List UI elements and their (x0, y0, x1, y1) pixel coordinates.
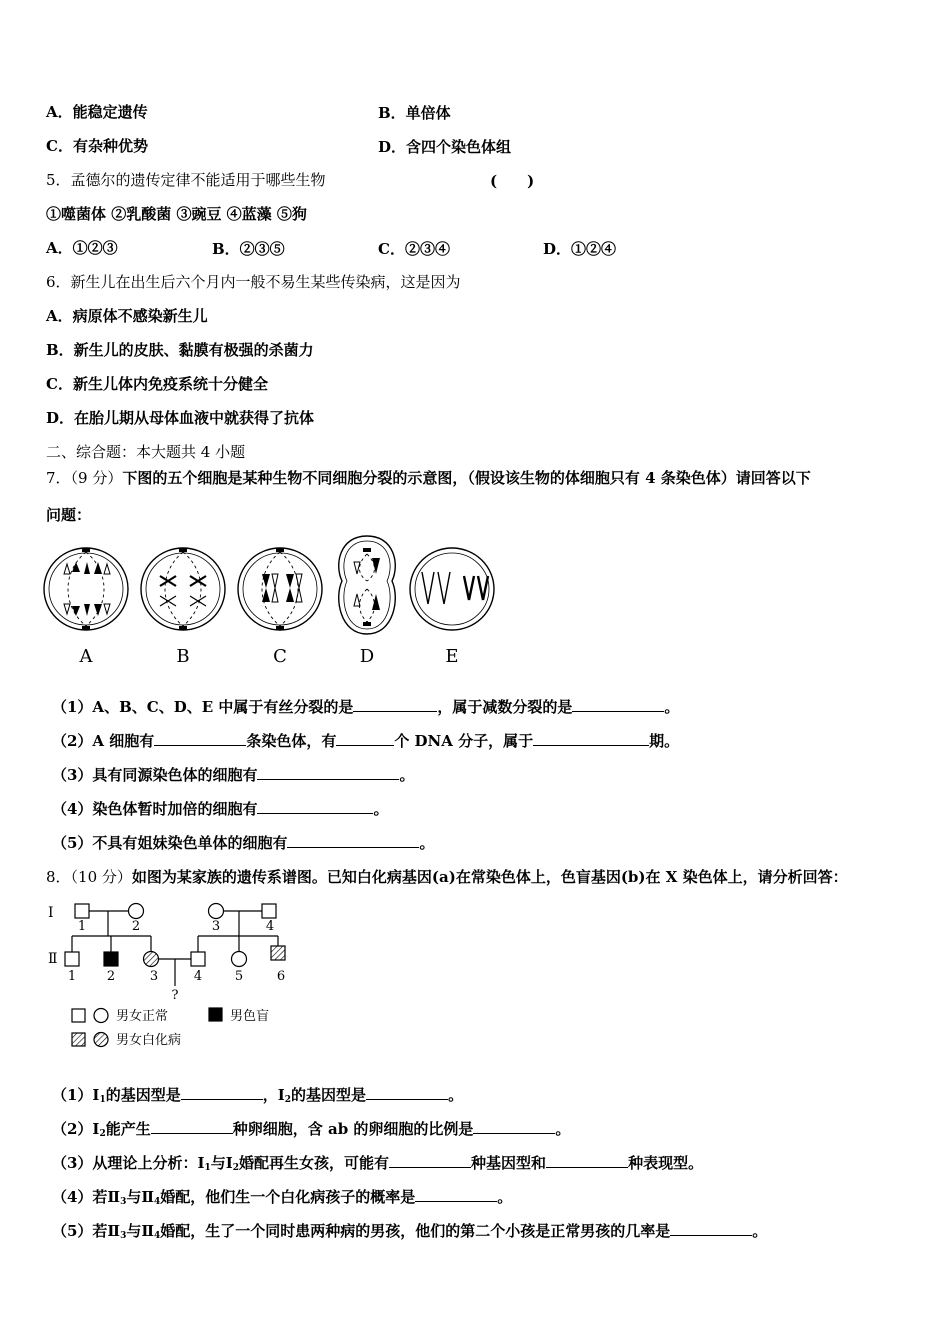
offspring-question-mark: ? (171, 988, 179, 1003)
legend-albino-label: 男女白化病 (116, 1033, 182, 1048)
legend-male-normal-icon (72, 1009, 85, 1022)
q4-option-d: D．含四个染色体组 (378, 138, 512, 156)
ii4-male-normal (191, 952, 205, 966)
pedigree-chart (42, 898, 312, 1060)
q8-stem (46, 867, 848, 887)
q8-s5-text-c: 婚配，生了一个同时患两种病的男孩，他们的第二个小孩是正常男孩的几率是 (160, 1222, 671, 1240)
q8-s2-blank-1[interactable] (151, 1119, 233, 1134)
q8-sub5 (52, 1221, 767, 1246)
q8-s2-sub: 2 (99, 1129, 106, 1139)
q6-option-a: A．病原体不感染新生儿 (46, 307, 208, 325)
gen-2-label: Ⅱ (48, 951, 58, 967)
q7-s3-text-a: （3）具有同源染色体的细胞有 (52, 766, 258, 784)
q4-option-c: C．有杂种优势 (46, 137, 148, 155)
q7-number: 7．（9 分） (46, 469, 123, 487)
q8-s4-sub-2: 4 (154, 1197, 161, 1207)
q8-s5-text-b: 与Ⅱ (126, 1222, 155, 1240)
q8-stem-text: 如图为某家族的遗传系谱图。已知白化病基因(a)在常染色体上，色盲基因(b)在 X 染色体上，请分析回答： (131, 868, 848, 886)
q8-s4-text-a: （4）若Ⅱ (52, 1188, 121, 1206)
q5-stem (46, 170, 326, 190)
q7-s2-text-d: 期。 (649, 732, 680, 750)
q8-s2-text-b: 能产生 (105, 1120, 151, 1138)
q7-sub4 (52, 799, 388, 819)
i3-num: 3 (211, 919, 221, 934)
q8-s4-sub-1: 3 (120, 1197, 127, 1207)
q8-s3-text-a: （3）从理论上分析：Ⅰ (52, 1154, 205, 1172)
q7-s2-blank-2[interactable] (336, 731, 394, 746)
q8-s5-text-d: 。 (752, 1222, 768, 1240)
q5-option-a: A．①②③ (46, 239, 118, 257)
q5-option-b: B．②③⑤ (212, 240, 285, 258)
q7-s4-text-b: 。 (373, 800, 389, 818)
q8-s3-sub-1: 1 (204, 1163, 211, 1173)
i1-male-normal (75, 904, 89, 918)
q8-s1-sub-2: 2 (284, 1095, 292, 1105)
q8-s2-text-c: 种卵细胞，含 ab 的卵细胞的比例是 (232, 1120, 474, 1138)
legend-female-normal-icon (94, 1009, 108, 1023)
q8-s1-text-b: 的基因型是 (105, 1086, 181, 1104)
q7-s2-blank-3[interactable] (533, 731, 649, 746)
q7-s1-text-c: 。 (664, 698, 680, 716)
q8-number: 8．（10 分） (46, 868, 132, 886)
q8-s3-sub-2: 2 (232, 1163, 240, 1173)
section-heading: 二、综合题：本大题共 4 小题 (46, 443, 246, 461)
legend-normal-label: 男女正常 (116, 1009, 169, 1024)
ii6-male-albino (271, 946, 285, 960)
ii2-num: 2 (106, 969, 116, 984)
q8-s1-text-a: （1）Ⅰ (52, 1086, 100, 1104)
q7-s4-text-a: （4）染色体暂时加倍的细胞有 (52, 800, 258, 818)
q8-s2-blank-2[interactable] (473, 1119, 555, 1134)
q7-sub5 (52, 833, 434, 853)
q8-s1-blank-1[interactable] (181, 1085, 263, 1100)
ii5-num: 5 (234, 969, 244, 984)
q5-option-c: C．②③④ (378, 240, 450, 258)
q8-sub3 (52, 1153, 703, 1178)
q8-sub2 (52, 1119, 570, 1144)
i4-num: 4 (265, 919, 275, 934)
q8-s3-text-d: 种基因型和 (471, 1154, 547, 1172)
q6-stem: 6．新生儿在出生后六个月内一般不易生某些传染病，这是因为 (46, 273, 461, 291)
q6-option-c: C．新生儿体内免疫系统十分健全 (46, 375, 268, 393)
q7-s1-text-a: （1）A、B、C、D、E 中属于有丝分裂的是 (52, 698, 354, 716)
ii3-num: 3 (149, 969, 159, 984)
ii6-num: 6 (276, 969, 286, 984)
q8-s3-blank-2[interactable] (546, 1153, 628, 1168)
q5-items: ①噬菌体 ②乳酸菌 ③豌豆 ④蓝藻 ⑤狗 (46, 205, 307, 223)
q8-sub1 (52, 1085, 463, 1110)
ii3-female-albino (144, 952, 159, 967)
q7-s1-blank-1[interactable] (353, 697, 437, 712)
i2-num: 2 (131, 919, 141, 934)
q5-paren: ( ) (490, 172, 535, 190)
q8-s5-sub-2: 4 (154, 1231, 161, 1241)
q8-s1-text-c: ，Ⅰ (262, 1086, 285, 1104)
q5-option-d: D．①②④ (543, 240, 617, 258)
q8-s1-blank-2[interactable] (366, 1085, 448, 1100)
q7-s2-text-a: （2）A 细胞有 (52, 732, 155, 750)
i4-male-normal (262, 904, 276, 918)
q8-s3-text-e: 种表现型。 (628, 1154, 704, 1172)
q7-s2-text-c: 个 DNA 分子，属于 (394, 732, 534, 750)
q8-s4-text-d: 。 (497, 1188, 513, 1206)
q4-option-b: B．单倍体 (378, 104, 451, 122)
ii1-num: 1 (67, 969, 77, 984)
q8-s3-text-c: 婚配再生女孩，可能有 (239, 1154, 390, 1172)
legend-male-colorblind-icon (209, 1008, 222, 1021)
ii4-num: 4 (193, 969, 203, 984)
q8-s2-text-d: 。 (555, 1120, 571, 1138)
q8-s3-blank-1[interactable] (389, 1153, 471, 1168)
q7-sub1 (52, 697, 679, 717)
i1-num: 1 (77, 919, 87, 934)
i3-female-normal (209, 904, 224, 919)
q7-stem-cont: 问题： (46, 506, 92, 524)
q8-s1-sub-1: 1 (99, 1095, 106, 1105)
q8-s1-text-e: 。 (448, 1086, 464, 1104)
q8-s5-text-a: （5）若Ⅱ (52, 1222, 121, 1240)
q8-s3-text-b: 与Ⅰ (210, 1154, 233, 1172)
cell-label-a: A (79, 646, 93, 667)
i2-female-normal (129, 904, 144, 919)
q7-stem (46, 468, 811, 488)
ii1-male-normal (65, 952, 79, 966)
q4-option-a: A．能稳定遗传 (46, 103, 148, 121)
q7-s2-text-b: 条染色体，有 (246, 732, 337, 750)
cell-label-b: B (176, 646, 190, 667)
q6-option-d: D．在胎儿期从母体血液中就获得了抗体 (46, 409, 315, 427)
q8-s5-sub-1: 3 (120, 1231, 127, 1241)
cell-label-e: E (445, 646, 459, 667)
q7-sub2 (52, 731, 679, 751)
ii2-male-colorblind (104, 952, 118, 966)
q7-s1-text-b: ，属于减数分裂的是 (437, 698, 573, 716)
q7-s5-blank[interactable] (287, 833, 419, 848)
gen-1-label: Ⅰ (48, 905, 54, 921)
ii5-female-normal (232, 952, 247, 967)
q8-s2-text-a: （2）Ⅰ (52, 1120, 100, 1138)
q7-s5-text-b: 。 (419, 834, 435, 852)
q6-option-b: B．新生儿的皮肤、黏膜有极强的杀菌力 (46, 341, 314, 359)
q7-s3-blank[interactable] (257, 765, 399, 780)
q7-stem-text: 下图的五个细胞是某种生物不同细胞分裂的示意图，（假设该生物的体细胞只有 4 条染色体）请回答以下 (122, 469, 811, 487)
q7-s5-text-a: （5）不具有姐妹染色单体的细胞有 (52, 834, 288, 852)
q7-s4-blank[interactable] (257, 799, 373, 814)
q7-s3-text-b: 。 (399, 766, 415, 784)
q8-s4-text-b: 与Ⅱ (126, 1188, 155, 1206)
q7-s2-blank-1[interactable] (154, 731, 246, 746)
cell-label-c: C (273, 646, 287, 667)
q7-s1-blank-2[interactable] (572, 697, 664, 712)
legend-male-albino-icon (72, 1033, 85, 1046)
q7-sub3 (52, 765, 414, 785)
q8-s1-text-d: 的基因型是 (291, 1086, 367, 1104)
legend-colorblind-label: 男色盲 (230, 1009, 270, 1024)
q8-s4-blank[interactable] (415, 1187, 497, 1202)
q5-stem-text: 5．孟德尔的遗传定律不能适用于哪些生物 (46, 171, 326, 189)
cell-division-figure (42, 534, 502, 670)
q8-s5-blank[interactable] (670, 1221, 752, 1236)
q8-s4-text-c: 婚配，他们生一个白化病孩子的概率是 (160, 1188, 416, 1206)
cell-label-d: D (359, 646, 375, 667)
legend-female-albino-icon (94, 1033, 108, 1047)
q8-sub4 (52, 1187, 512, 1212)
